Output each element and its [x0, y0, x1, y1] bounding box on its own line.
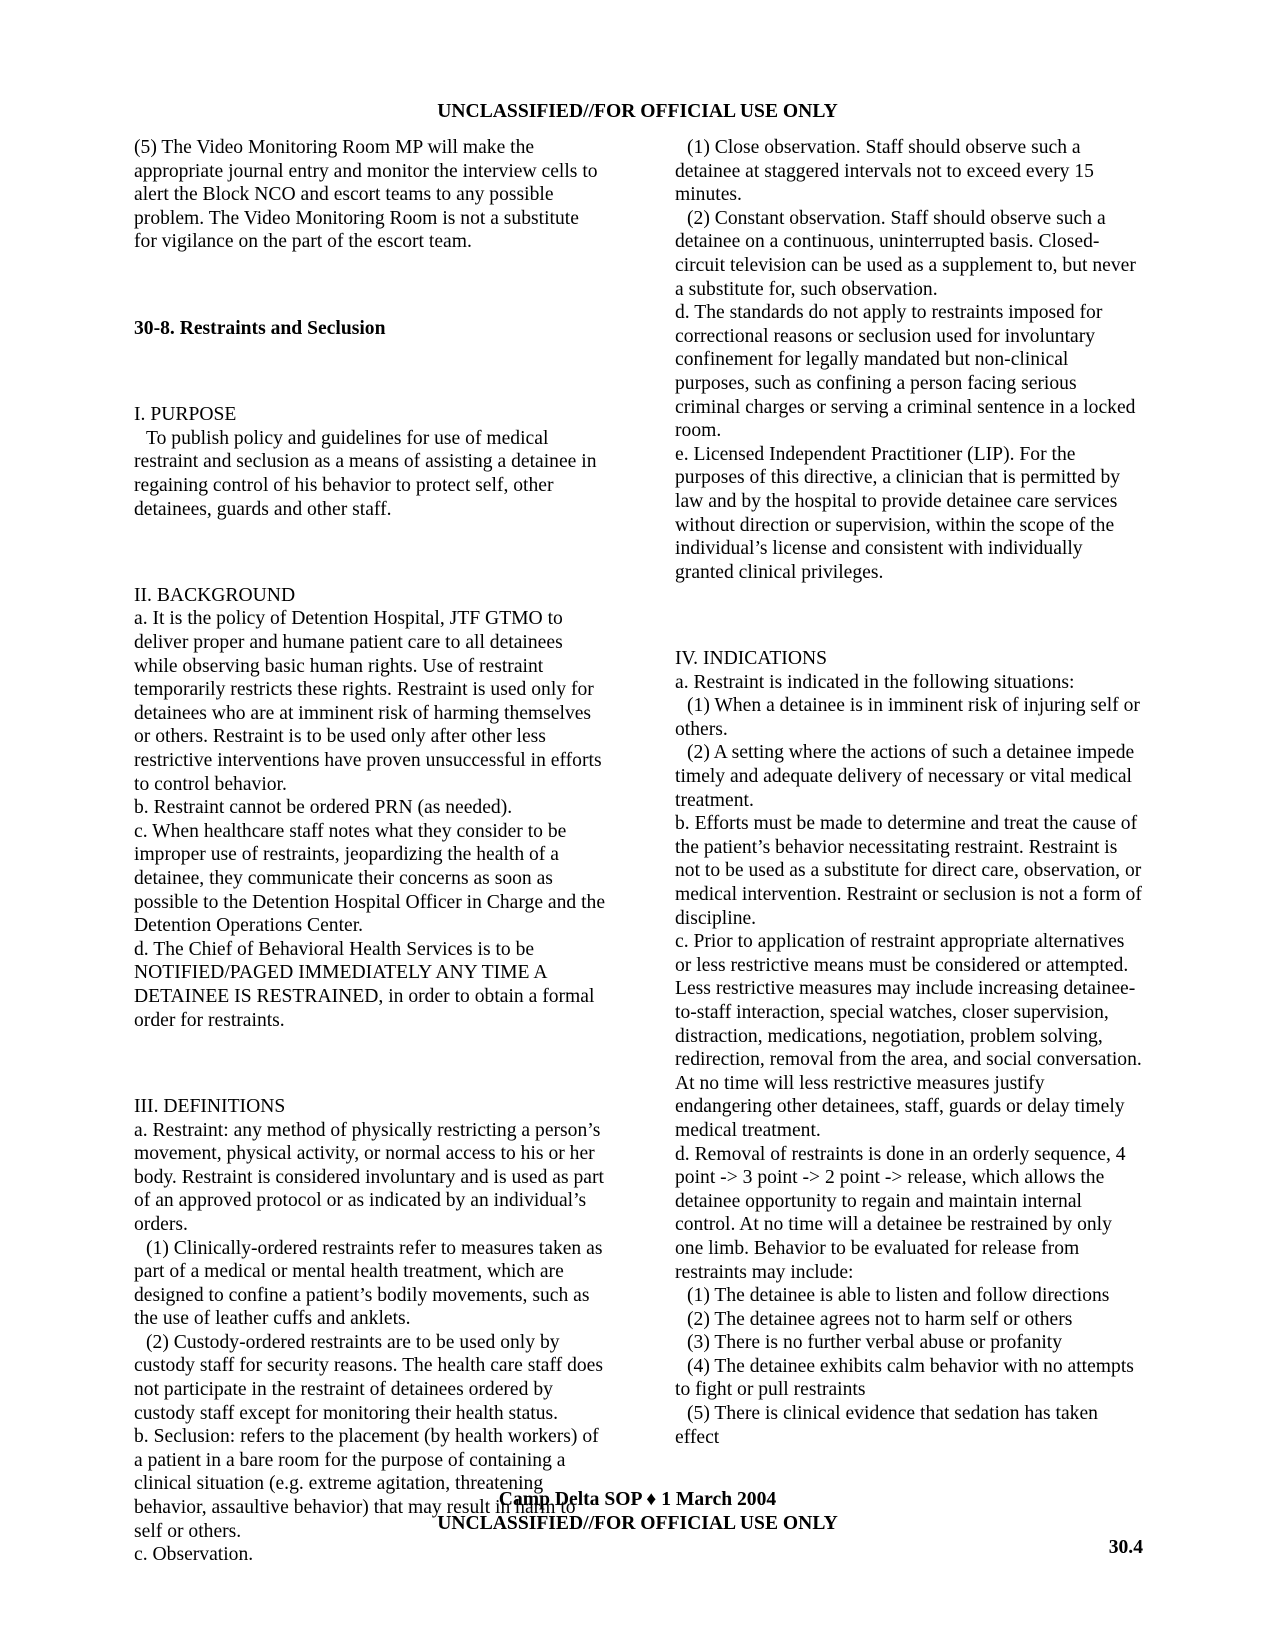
paragraph: b. Restraint cannot be ordered PRN (as needed). — [134, 797, 513, 819]
page-number: 30.4 — [1108, 1537, 1143, 1558]
sub-paragraph: To publish policy and guidelines for use of medical restraint and seclusion as a means of assisting a detainee in regaining control of his behavior to protect self, other detainees, guards and other staff. — [134, 427, 597, 520]
paragraph: a. Restraint: any method of physically restricting a person’s movement, physical activity, or normal access to his or her body. Restraint is considered involuntary and is used as part of an approved protocol or as indicated by an individual’s orders. — [134, 1119, 604, 1235]
sub-paragraph: (2) Constant observation. Staff should observe such a detainee on a continuous, uninterrupted basis. Closed-circuit television can be used as a supplement to, but never a substitute for, such observation. — [675, 207, 1136, 300]
left-column — [134, 136, 606, 1567]
classification-header: UNCLASSIFIED//FOR OFFICIAL USE ONLY — [437, 101, 838, 122]
paragraph: d. The Chief of Behavioral Health Services is to be NOTIFIED/PAGED IMMEDIATELY ANY TIME A DETAINEE IS RESTRAINED, in order to obtain a formal order for restraints. — [134, 938, 595, 1031]
page-footer — [0, 1488, 1275, 1536]
sub-paragraph: (1) When a detainee is in imminent risk of injuring self or others. — [675, 695, 1140, 740]
section-heading: 30-8. Restraints and Seclusion — [134, 317, 386, 339]
sub-paragraph: (1) The detainee is able to listen and follow directions — [687, 1285, 1110, 1307]
footer-document-title: Camp Delta SOP ♦ 1 March 2004 — [498, 1489, 777, 1510]
sub-paragraph: (2) Custody-ordered restraints are to be used only by custody staff for security reasons. The health care staff does not participate in the restraint of detainees ordered by custody staff except for monitoring their health status. — [134, 1331, 604, 1424]
sub-paragraph: (2) The detainee agrees not to harm self or others — [687, 1308, 1073, 1330]
sub-paragraph: (5) There is clinical evidence that sedation has taken effect — [675, 1403, 1098, 1448]
paragraph: b. Seclusion: refers to the placement (by health workers) of a patient in a bare room for the purpose of containing a clinical situation (e.g. extreme agitation, threatening behavior, assaultive behavior) that may result in harm to self or others. — [134, 1426, 599, 1542]
sub-paragraph: (2) A setting where the actions of such a detainee impede timely and adequate delivery of necessary or vital medical treatment. — [675, 742, 1135, 811]
paragraph-spacer — [134, 541, 606, 565]
right-column — [675, 136, 1145, 1449]
sub-paragraph: (3) There is no further verbal abuse or profanity — [687, 1332, 1063, 1354]
paragraph: c. When healthcare staff notes what they consider to be improper use of restraints, jeopardizing the health of a detainee, they communicate their concerns as soon as possible to the Detention Hospital Officer in Charge and the Detention Operations Center. — [134, 820, 606, 937]
footer-classification: UNCLASSIFIED//FOR OFFICIAL USE ONLY — [437, 1513, 838, 1534]
paragraph-spacer — [134, 274, 606, 298]
paragraph: d. Removal of restraints is done in an orderly sequence, 4 point -> 3 point -> 2 point -> release, which allows the detainee opportunity to regain and maintain internal control. At no time will a detainee be restrained by only one limb. Behavior to be evaluated for release from restraints may include: — [675, 1143, 1126, 1283]
paragraph: c. Observation. — [134, 1544, 254, 1566]
paragraph: a. Restraint is indicated in the following situations: — [675, 671, 1075, 693]
paragraph: a. It is the policy of Detention Hospital, JTF GTMO to deliver proper and humane patient care to all detainees while observing basic human rights. Use of restraint temporarily restricts these rights. Restraint is used only for detainees who are at imminent risk of harming themselves or others. Restraint is to be used only after other less restrictive interventions have proven unsuccessful in efforts to control behavior. — [134, 608, 602, 795]
sub-paragraph: (4) The detainee exhibits calm behavior with no attempts to fight or pull restraints — [675, 1355, 1134, 1401]
paragraph: IV. INDICATIONS — [675, 648, 828, 670]
paragraph: d. The standards do not apply to restraints imposed for correctional reasons or seclusion used for involuntary confinement for legally mandated but non-clinical purposes, such as confining a person facing serious criminal charges or serving a criminal sentence in a locked room. — [675, 302, 1136, 442]
paragraph: c. Prior to application of restraint appropriate alternatives or less restrictive means must be considered or attempted. Less restrictive measures may include increasing detainee-to-staff interaction, special watches, closer supervision, distraction, medications, negotiation, problem solving, redirection, removal from the area, and social conversation. At no time will less restrictive measures justify endangering other detainees, staff, guards or delay timely medical treatment. — [675, 931, 1142, 1141]
sub-paragraph: (1) Clinically-ordered restraints refer to measures taken as part of a medical or mental health treatment, which are designed to confine a patient’s bodily movements, such as the use of leather cuffs and anklets. — [134, 1237, 603, 1330]
paragraph: (5) The Video Monitoring Room MP will make the appropriate journal entry and monitor the interview cells to alert the Block NCO and escort teams to any possible problem. The Video Monitoring Room is not a substitute for vigilance on the part of the escort team. — [134, 137, 598, 253]
paragraph: e. Licensed Independent Practitioner (LIP). For the purposes of this directive, a clinician that is permitted by law and by the hospital to provide detainee care services without direction or supervision, within the scope of the individual’s license and consistent with individually granted clinical privileges. — [675, 443, 1121, 583]
paragraph: I. PURPOSE — [134, 404, 237, 426]
paragraph: III. DEFINITIONS — [134, 1095, 286, 1117]
paragraph: b. Efforts must be made to determine and treat the cause of the patient’s behavior necessitating restraint. Restraint is not to be used as a substitute for direct care, observation, or medical intervention. Restraint or seclusion is not a form of discipline. — [675, 813, 1142, 929]
paragraph-spacer — [134, 360, 606, 384]
paragraph-spacer — [675, 604, 1145, 628]
sub-paragraph: (1) Close observation. Staff should observe such a detainee at staggered intervals not to exceed every 15 minutes. — [675, 137, 1094, 206]
paragraph-spacer — [134, 1052, 606, 1076]
paragraph: II. BACKGROUND — [134, 584, 296, 606]
